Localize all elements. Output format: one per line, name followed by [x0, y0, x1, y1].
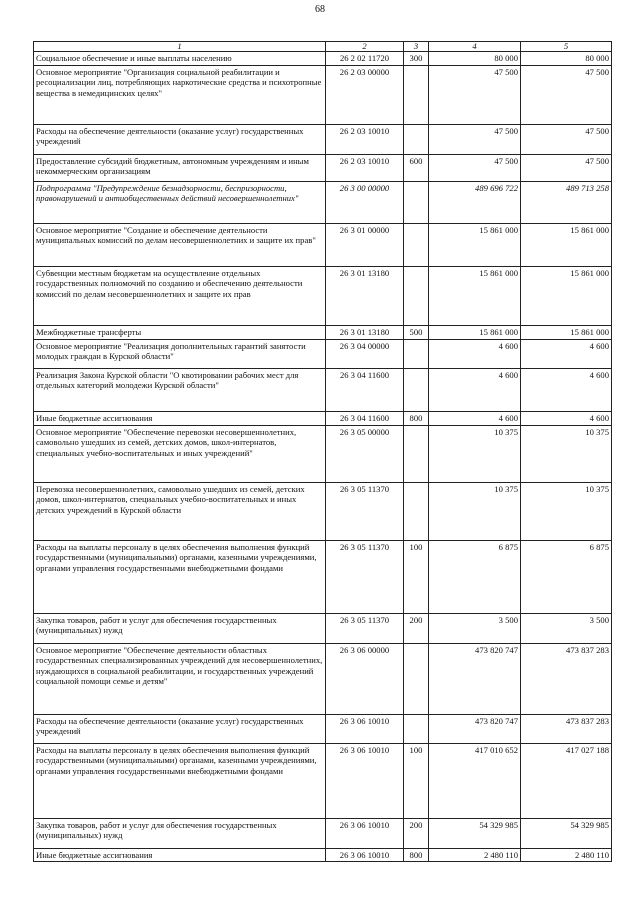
amount-year2-cell: 6 875 — [521, 540, 612, 613]
expense-name-cell: Основное мероприятие "Обеспечение перевозки несовершеннолетних, самовольно ушедших из семей, детских домов, школ-интернатов, специальных учебно-воспитательных и иных учреждений" — [34, 425, 326, 482]
expense-type-cell: 300 — [404, 52, 429, 66]
amount-year1-cell: 6 875 — [429, 540, 521, 613]
target-article-code-cell: 26 3 05 00000 — [326, 425, 404, 482]
table-row — [34, 818, 612, 848]
amount-year2-cell: 4 600 — [521, 411, 612, 425]
table-row — [34, 482, 612, 540]
amount-year2-cell: 10 375 — [521, 482, 612, 540]
amount-year2-cell: 15 861 000 — [521, 266, 612, 325]
target-article-code-cell: 26 3 05 11370 — [326, 613, 404, 643]
expense-type-cell — [404, 368, 429, 411]
target-article-code-cell: 26 3 01 00000 — [326, 223, 404, 266]
expense-name-cell: Предоставление субсидий бюджетным, автономным учреждениям и иным некоммерческим организациям — [34, 154, 326, 181]
target-article-code-cell: 26 3 01 13180 — [326, 266, 404, 325]
amount-year1-cell: 47 500 — [429, 154, 521, 181]
table-row — [34, 325, 612, 339]
expense-name-cell: Расходы на обеспечение деятельности (оказание услуг) государственных учреждений — [34, 124, 326, 154]
table-row — [34, 643, 612, 714]
amount-year2-cell: 473 837 283 — [521, 643, 612, 714]
table-row — [34, 266, 612, 325]
column-number-1: 1 — [34, 42, 326, 52]
expense-type-cell — [404, 482, 429, 540]
target-article-code-cell: 26 3 05 11370 — [326, 540, 404, 613]
amount-year1-cell: 489 696 722 — [429, 181, 521, 223]
target-article-code-cell: 26 3 06 10010 — [326, 818, 404, 848]
table-row — [34, 848, 612, 862]
expense-type-cell — [404, 223, 429, 266]
expense-type-cell — [404, 339, 429, 368]
target-article-code-cell: 26 2 03 10010 — [326, 124, 404, 154]
expense-name-cell: Основное мероприятие "Создание и обеспечение деятельности муниципальных комиссий по делам несовершеннолетних и защите их прав" — [34, 223, 326, 266]
amount-year1-cell: 80 000 — [429, 52, 521, 66]
amount-year2-cell: 54 329 985 — [521, 818, 612, 848]
column-number-3: 3 — [404, 42, 429, 52]
expense-type-cell — [404, 65, 429, 124]
amount-year1-cell: 473 820 747 — [429, 643, 521, 714]
expense-name-cell: Иные бюджетные ассигнования — [34, 848, 326, 862]
expense-name-cell: Расходы на выплаты персоналу в целях обеспечения выполнения функций государственными (муниципальными) органами, казенными учреждениями, органами управления государственными внебюджетными фондами — [34, 743, 326, 818]
amount-year1-cell: 4 600 — [429, 339, 521, 368]
expense-name-cell: Расходы на выплаты персоналу в целях обеспечения выполнения функций государственными (муниципальными) органами, казенными учреждениями, органами управления государственными внебюджетными фондами — [34, 540, 326, 613]
expense-name-cell: Межбюджетные трансферты — [34, 325, 326, 339]
expense-name-cell: Основное мероприятие "Обеспечение деятельности областных государственных специализированных учреждений для несовершеннолетних, нуждающихся в социальной реабилитации, и государственных учреждений социальной помощи семье и детям" — [34, 643, 326, 714]
target-article-code-cell: 26 3 06 10010 — [326, 848, 404, 862]
expense-type-cell — [404, 425, 429, 482]
expense-name-cell: Перевозка несовершеннолетних, самовольно ушедших из семей, детских домов, школ-интернатов, специальных учебно-воспитательных и иных детских учреждений в Курской области — [34, 482, 326, 540]
table-row — [34, 411, 612, 425]
expense-name-cell: Субвенции местным бюджетам на осуществление отдельных государственных полномочий по созданию и обеспечению деятельности комиссий по делам несовершеннолетних и защите их прав — [34, 266, 326, 325]
expense-type-cell: 800 — [404, 848, 429, 862]
expense-type-cell — [404, 266, 429, 325]
expense-name-cell: Иные бюджетные ассигнования — [34, 411, 326, 425]
target-article-code-cell: 26 3 00 00000 — [326, 181, 404, 223]
expense-type-cell — [404, 181, 429, 223]
target-article-code-cell: 26 2 03 10010 — [326, 154, 404, 181]
column-number-row — [34, 42, 612, 52]
target-article-code-cell: 26 3 01 13180 — [326, 325, 404, 339]
amount-year1-cell: 10 375 — [429, 482, 521, 540]
amount-year1-cell: 473 820 747 — [429, 714, 521, 743]
amount-year1-cell: 47 500 — [429, 65, 521, 124]
table-row — [34, 540, 612, 613]
target-article-code-cell: 26 3 06 10010 — [326, 714, 404, 743]
expense-type-cell: 800 — [404, 411, 429, 425]
expense-type-cell — [404, 643, 429, 714]
amount-year1-cell: 3 500 — [429, 613, 521, 643]
amount-year1-cell: 54 329 985 — [429, 818, 521, 848]
expense-type-cell: 200 — [404, 613, 429, 643]
target-article-code-cell: 26 2 03 00000 — [326, 65, 404, 124]
budget-table — [33, 41, 612, 862]
expense-name-cell: Закупка товаров, работ и услуг для обеспечения государственных (муниципальных) нужд — [34, 818, 326, 848]
amount-year2-cell: 4 600 — [521, 368, 612, 411]
amount-year2-cell: 10 375 — [521, 425, 612, 482]
expense-type-cell: 500 — [404, 325, 429, 339]
amount-year1-cell: 2 480 110 — [429, 848, 521, 862]
column-number-5: 5 — [521, 42, 612, 52]
amount-year2-cell: 4 600 — [521, 339, 612, 368]
expense-name-cell: Расходы на обеспечение деятельности (оказание услуг) государственных учреждений — [34, 714, 326, 743]
amount-year1-cell: 15 861 000 — [429, 266, 521, 325]
table-row — [34, 223, 612, 266]
amount-year2-cell: 15 861 000 — [521, 325, 612, 339]
table-row — [34, 425, 612, 482]
amount-year1-cell: 15 861 000 — [429, 325, 521, 339]
amount-year2-cell: 15 861 000 — [521, 223, 612, 266]
target-article-code-cell: 26 3 04 11600 — [326, 368, 404, 411]
amount-year1-cell: 417 010 652 — [429, 743, 521, 818]
expense-type-cell — [404, 714, 429, 743]
expense-type-cell: 100 — [404, 540, 429, 613]
amount-year2-cell: 3 500 — [521, 613, 612, 643]
table-row — [34, 714, 612, 743]
table-row — [34, 339, 612, 368]
amount-year2-cell: 47 500 — [521, 124, 612, 154]
expense-type-cell: 600 — [404, 154, 429, 181]
amount-year1-cell: 47 500 — [429, 124, 521, 154]
amount-year1-cell: 4 600 — [429, 368, 521, 411]
expense-name-cell: Закупка товаров, работ и услуг для обеспечения государственных (муниципальных) нужд — [34, 613, 326, 643]
amount-year1-cell: 4 600 — [429, 411, 521, 425]
expense-type-cell: 200 — [404, 818, 429, 848]
expense-type-cell: 100 — [404, 743, 429, 818]
target-article-code-cell: 26 3 04 11600 — [326, 411, 404, 425]
target-article-code-cell: 26 2 02 11720 — [326, 52, 404, 66]
table-row — [34, 368, 612, 411]
column-number-2: 2 — [326, 42, 404, 52]
target-article-code-cell: 26 3 06 00000 — [326, 643, 404, 714]
amount-year1-cell: 15 861 000 — [429, 223, 521, 266]
table-row — [34, 124, 612, 154]
amount-year2-cell: 489 713 258 — [521, 181, 612, 223]
target-article-code-cell: 26 3 05 11370 — [326, 482, 404, 540]
budget-table-body — [34, 42, 612, 862]
table-row — [34, 743, 612, 818]
amount-year2-cell: 2 480 110 — [521, 848, 612, 862]
amount-year2-cell: 80 000 — [521, 52, 612, 66]
table-row — [34, 613, 612, 643]
table-row — [34, 52, 612, 66]
table-row — [34, 65, 612, 124]
expense-name-cell: Социальное обеспечение и иные выплаты населению — [34, 52, 326, 66]
table-row — [34, 154, 612, 181]
column-number-4: 4 — [429, 42, 521, 52]
amount-year1-cell: 10 375 — [429, 425, 521, 482]
target-article-code-cell: 26 3 04 00000 — [326, 339, 404, 368]
expense-name-cell: Основное мероприятие "Реализация дополнительных гарантий занятости молодых граждан в Курской области" — [34, 339, 326, 368]
amount-year2-cell: 473 837 283 — [521, 714, 612, 743]
expense-type-cell — [404, 124, 429, 154]
amount-year2-cell: 47 500 — [521, 154, 612, 181]
expense-name-cell: Реализация Закона Курской области "О квотировании рабочих мест для отдельных категорий молодежи Курской области" — [34, 368, 326, 411]
expense-name-cell: Подпрограмма "Предупреждение безнадзорности, беспризорности, правонарушений и антиобщественных действий несовершеннолетних" — [34, 181, 326, 223]
target-article-code-cell: 26 3 06 10010 — [326, 743, 404, 818]
amount-year2-cell: 417 027 188 — [521, 743, 612, 818]
page-number: 68 — [315, 4, 325, 15]
table-row — [34, 181, 612, 223]
amount-year2-cell: 47 500 — [521, 65, 612, 124]
expense-name-cell: Основное мероприятие "Организация социальной реабилитации и ресоциализации лиц, потребляющих наркотические средства и психотропные вещества в немедицинских целях" — [34, 65, 326, 124]
